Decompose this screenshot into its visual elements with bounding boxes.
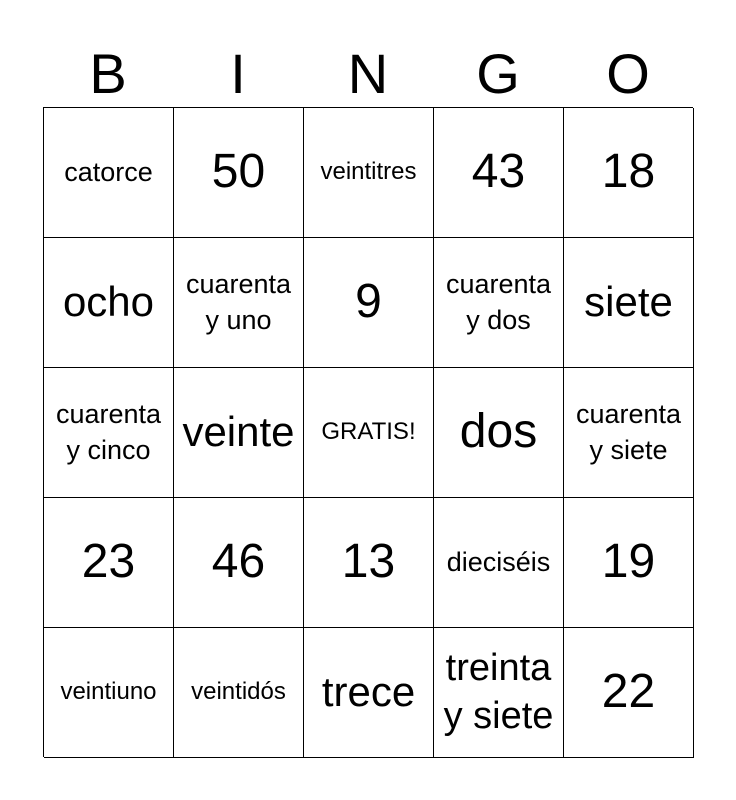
cell-text: siete — [584, 278, 673, 326]
bingo-cell-r1-n[interactable] — [304, 108, 434, 238]
bingo-cell-r5-b[interactable] — [44, 628, 174, 758]
cell-text: veintitres — [320, 158, 417, 186]
cell-text: treinta y siete — [443, 647, 554, 737]
cell-text: dieciséis — [446, 546, 551, 577]
cell-text: 13 — [341, 535, 396, 589]
cell-text: veinte — [182, 408, 295, 456]
cell-text: ocho — [62, 278, 155, 326]
bingo-cell-free[interactable] — [304, 368, 434, 498]
header-letter-b: B — [89, 42, 127, 105]
cell-text: 22 — [601, 665, 656, 719]
bingo-cell-r2-n[interactable] — [304, 238, 434, 368]
bingo-cell-r4-i[interactable] — [174, 498, 304, 628]
bingo-cell-r2-o[interactable] — [564, 238, 694, 368]
cell-text: 43 — [471, 145, 526, 199]
bingo-cell-r1-g[interactable] — [434, 108, 564, 238]
header-letter-i: I — [230, 42, 246, 105]
header-letter-g: G — [476, 42, 520, 105]
cell-text: 50 — [211, 145, 266, 199]
bingo-cell-r4-o[interactable] — [564, 498, 694, 628]
bingo-cell-r5-g[interactable] — [434, 628, 564, 758]
cell-text: veintiuno — [60, 678, 157, 706]
cell-text: 18 — [601, 145, 656, 199]
bingo-cell-r1-i[interactable] — [174, 108, 304, 238]
cell-text: catorce — [64, 156, 153, 187]
bingo-cell-r3-g[interactable] — [434, 368, 564, 498]
cell-text: veintidós — [191, 678, 286, 706]
cell-text: 19 — [601, 535, 656, 589]
cell-text: 46 — [211, 535, 266, 589]
bingo-cell-r1-b[interactable] — [44, 108, 174, 238]
cell-text: cuarenta y uno — [185, 269, 292, 335]
bingo-cell-r5-o[interactable] — [564, 628, 694, 758]
cell-text: dos — [459, 405, 538, 459]
bingo-card — [43, 107, 693, 757]
free-space-text: GRATIS! — [321, 418, 416, 446]
cell-text: 23 — [81, 535, 136, 589]
bingo-cell-r5-n[interactable] — [304, 628, 434, 758]
bingo-header — [43, 40, 693, 108]
bingo-cell-r3-i[interactable] — [174, 368, 304, 498]
bingo-cell-r3-b[interactable] — [44, 368, 174, 498]
cell-text: cuarenta y siete — [575, 399, 682, 465]
cell-text: trece — [321, 668, 416, 716]
bingo-cell-r4-b[interactable] — [44, 498, 174, 628]
bingo-cell-r2-b[interactable] — [44, 238, 174, 368]
bingo-cell-r2-g[interactable] — [434, 238, 564, 368]
cell-text: cuarenta y dos — [445, 269, 552, 335]
bingo-cell-r1-o[interactable] — [564, 108, 694, 238]
header-letter-o: O — [606, 42, 650, 105]
bingo-cell-r3-o[interactable] — [564, 368, 694, 498]
bingo-cell-r4-g[interactable] — [434, 498, 564, 628]
bingo-cell-r5-i[interactable] — [174, 628, 304, 758]
header-letter-n: N — [347, 42, 389, 105]
cell-text: cuarenta y cinco — [55, 399, 162, 465]
bingo-cell-r4-n[interactable] — [304, 498, 434, 628]
bingo-cell-r2-i[interactable] — [174, 238, 304, 368]
cell-text: 9 — [355, 275, 382, 329]
